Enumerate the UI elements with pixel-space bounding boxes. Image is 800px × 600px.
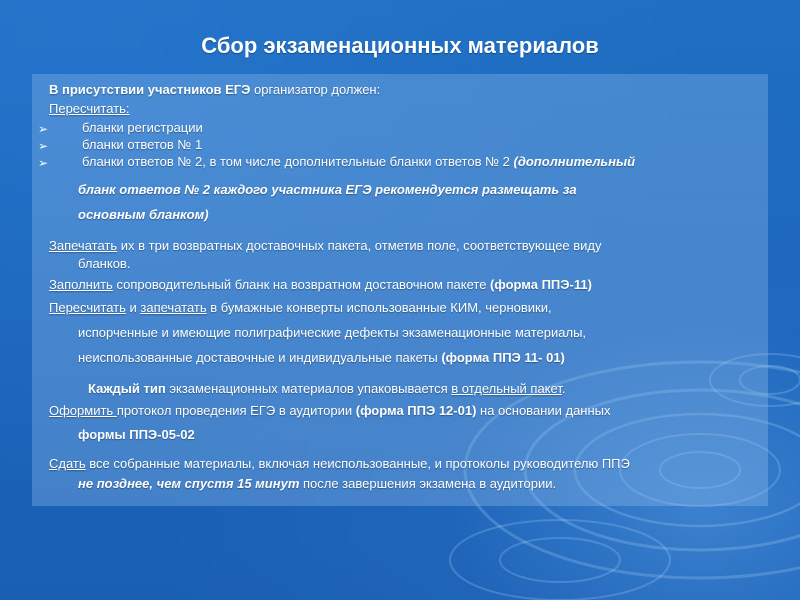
protocol-verb: Оформить — [49, 403, 117, 418]
recount-seal-text-1: в бумажные конверты использованные КИМ, черновики, — [206, 300, 552, 315]
protocol-text-2: на основании данных — [476, 403, 611, 418]
submit-text: все собранные материалы, включая неиспользованные, и протоколы руководителю ППЭ — [85, 456, 630, 471]
fill-verb: Заполнить — [49, 277, 113, 292]
recount-seal-mid: и — [125, 300, 141, 315]
each-type-text: экзаменационных материалов упаковывается — [165, 381, 452, 396]
recount-heading: Пересчитать: — [49, 101, 130, 116]
submit-verb: Сдать — [49, 456, 86, 471]
arrow-bullet-icon: ➢ — [38, 122, 49, 136]
each-type-end: . — [561, 381, 566, 396]
recount-seal-line-1 — [49, 300, 552, 316]
recount-seal-line-3 — [78, 350, 565, 366]
bullet-item-answers-2-text: бланки ответов № 2, в том числе дополнительные бланки ответов № 2 — [82, 154, 514, 169]
protocol-text: протокол проведения ЕГЭ в аудитории — [116, 403, 356, 418]
submit-deadline: не позднее, чем спустя 15 минут — [78, 476, 300, 491]
fill-line — [49, 277, 592, 293]
seal-verb: Запечатать — [49, 238, 118, 253]
protocol-line-1 — [49, 403, 611, 419]
note-line-1: (дополнительный — [513, 154, 636, 169]
recount-seal-form: (форма ППЭ 11- 01) — [441, 350, 565, 365]
protocol-line-2: формы ППЭ-05-02 — [78, 427, 195, 442]
protocol-form: (форма ППЭ 12-01) — [355, 403, 477, 418]
bullet-item-answers-2 — [82, 154, 635, 170]
submit-line-2 — [78, 476, 556, 492]
each-type-underlined: в отдельный пакет — [451, 381, 562, 396]
note-line-3: основным бланком) — [78, 207, 209, 222]
arrow-bullet-icon: ➢ — [38, 139, 49, 153]
intro-line — [49, 82, 380, 98]
bullet-item-registration: бланки регистрации — [82, 120, 203, 135]
seal-line-1 — [49, 238, 602, 254]
recount-seal-line-2: испорченные и имеющие полиграфические дефекты экзаменационные материалы, — [78, 325, 587, 340]
submit-text-2: после завершения экзамена в аудитории. — [299, 476, 557, 491]
seal-verb-2: запечатать — [140, 300, 207, 315]
seal-line-2: бланков. — [78, 256, 131, 271]
recount-verb: Пересчитать — [49, 300, 126, 315]
intro-rest: организатор должен: — [250, 82, 381, 97]
submit-line-1 — [49, 456, 630, 472]
fill-text: сопроводительный бланк на возвратном доставочном пакете — [112, 277, 491, 292]
arrow-bullet-icon: ➢ — [38, 156, 49, 170]
seal-text-1: их в три возвратных доставочных пакета, отметив поле, соответствующее виду — [117, 238, 602, 253]
recount-seal-text-3: неиспользованные доставочные и индивидуальные пакеты — [78, 350, 442, 365]
fill-form: (форма ППЭ-11) — [490, 277, 592, 292]
each-type-line — [88, 381, 565, 397]
each-type-bold: Каждый тип — [88, 381, 166, 396]
page-title: Сбор экзаменационных материалов — [201, 33, 599, 58]
note-line-2: бланк ответов № 2 каждого участника ЕГЭ рекомендуется размещать за — [78, 182, 577, 197]
intro-bold: В присутствии участников ЕГЭ — [49, 82, 251, 97]
bullet-item-answers-1: бланки ответов № 1 — [82, 137, 203, 152]
